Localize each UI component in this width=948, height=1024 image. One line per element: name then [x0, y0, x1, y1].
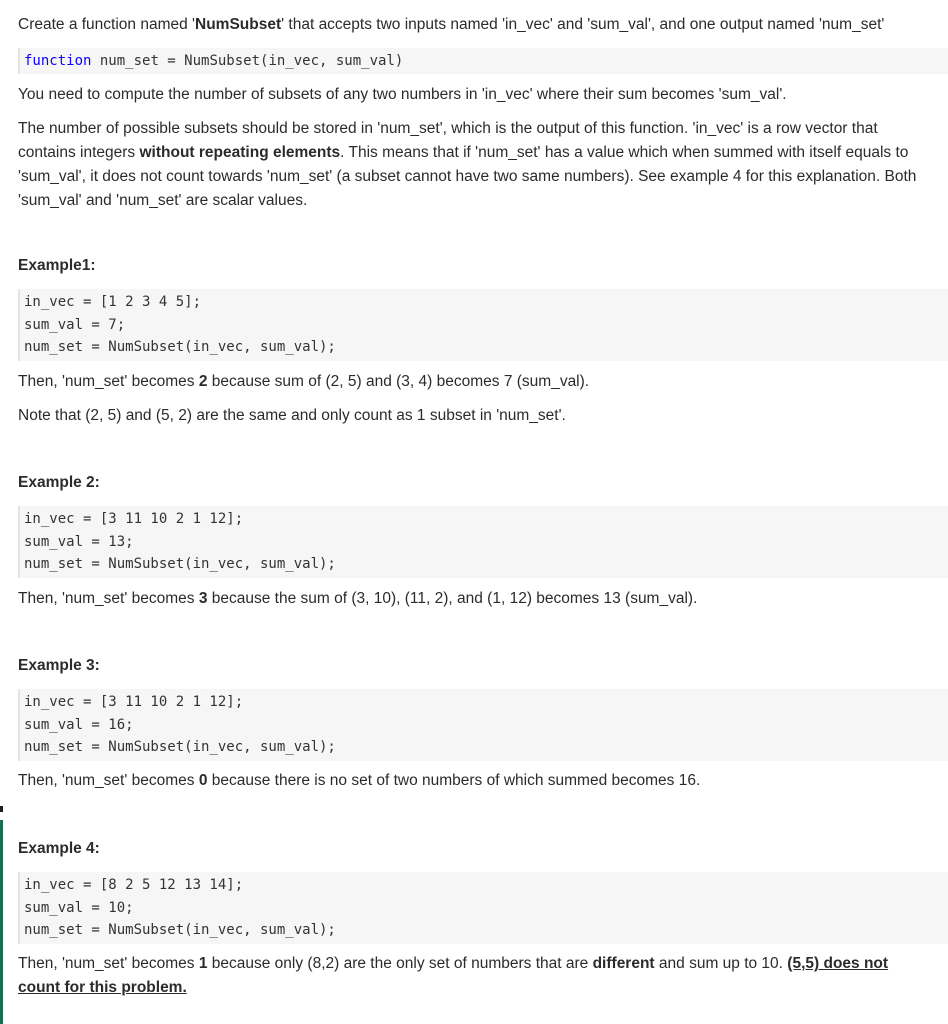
code-line: sum_val = 10; — [24, 899, 134, 916]
example-3-code — [18, 689, 948, 761]
code-line: in_vec = [3 11 10 2 1 12]; — [24, 511, 244, 527]
intro-paragraph-2: You need to compute the number of subsets of any two numbers in 'in_vec' where their sum becomes 'sum_val'. — [18, 86, 787, 103]
example-4-result: Then, 'num_set' becomes 1 because only (8,2) are the only set of numbers that are different and sum up to 10. (5,5) does not count for this problem. — [18, 955, 889, 996]
code-line: sum_val = 7; — [24, 316, 126, 333]
code-line: in_vec = [3 11 10 2 1 12]; — [24, 694, 244, 710]
code-line: num_set = NumSubset(in_vec, sum_val); — [24, 556, 336, 572]
underlined-remark: (5,5) does not count for this problem. — [18, 955, 889, 996]
code-line: in_vec = [8 2 5 12 13 14]; — [24, 877, 244, 893]
example-2-title: Example 2: — [18, 474, 100, 491]
code-line: num_set = NumSubset(in_vec, sum_val); — [24, 339, 336, 355]
example-2-code — [18, 506, 948, 578]
code-line: num_set = NumSubset(in_vec, sum_val); — [24, 922, 336, 938]
code-line: num_set = NumSubset(in_vec, sum_val); — [24, 739, 336, 755]
example-4-title: Example 4: — [18, 840, 100, 857]
intro-paragraph-1: Create a function named 'NumSubset' that accepts two inputs named 'in_vec' and 'sum_val', and one output named 'num_set' — [18, 16, 885, 33]
code-line: sum_val = 13; — [24, 533, 134, 550]
function-keyword: function — [24, 53, 92, 69]
left-edge-bar — [0, 820, 3, 1024]
example-1-note: Note that (2, 5) and (5, 2) are the same and only count as 1 subset in 'num_set'. — [18, 407, 566, 424]
example-1-title: Example1: — [18, 257, 96, 274]
left-edge-marker — [0, 806, 3, 812]
signature-code-block: function num_set = NumSubset(in_vec, sum_val) — [18, 48, 948, 74]
example-1-result: Then, 'num_set' becomes 2 because sum of (2, 5) and (3, 4) becomes 7 (sum_val). — [18, 373, 590, 390]
intro-paragraph-3: The number of possible subsets should be stored in 'num_set', which is the output of this function. 'in_vec' is a row vector that contains integers without repeating elements. This means that if 'num_set' has a value which when summed with itself equals to 'sum_val', it does not count towards 'num_set' (a subset cannot have two same numbers). See example 4 for this explanation. Both 'sum_val' and 'num_set' are scalar values. — [18, 120, 917, 209]
example-4-code — [18, 872, 948, 944]
example-2-result: Then, 'num_set' becomes 3 because the sum of (3, 10), (11, 2), and (1, 12) becomes 13 (sum_val). — [18, 590, 698, 607]
example-3-result: Then, 'num_set' becomes 0 because there is no set of two numbers of which summed becomes 16. — [18, 772, 701, 789]
example-1-code — [18, 289, 948, 361]
code-line: in_vec = [1 2 3 4 5]; — [24, 294, 202, 310]
code-line: sum_val = 16; — [24, 716, 134, 733]
example-3-title: Example 3: — [18, 657, 100, 674]
